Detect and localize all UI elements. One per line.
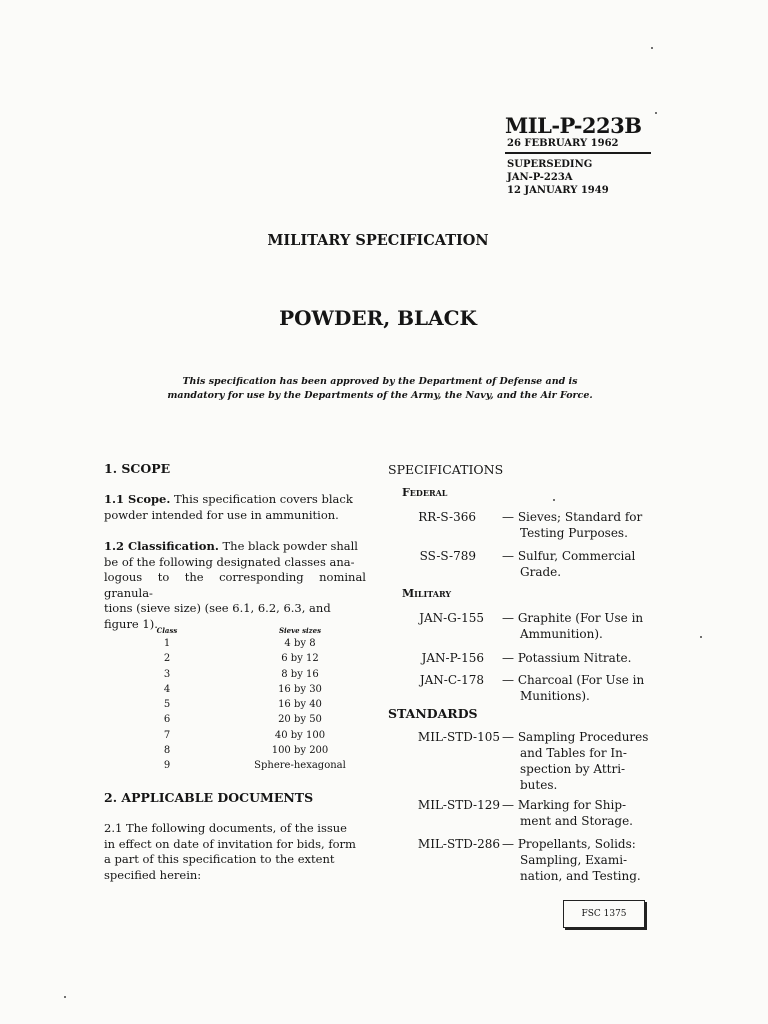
reference-title: — Graphite (For Use in [502, 611, 644, 625]
header-rule [505, 152, 651, 154]
scope-paragraph [104, 492, 366, 523]
classification-text: tions (sieve size) (see 6.1, 6.2, 6.3, and [104, 601, 331, 615]
reference-title: Ammunition). [520, 627, 603, 641]
classification-text: figure 1). [104, 616, 158, 631]
reference-title: — Charcoal (For Use in [502, 673, 645, 687]
reference-title: — Propellants, Solids: [502, 837, 636, 851]
classification-text: be of the following designated classes ana- [104, 554, 355, 569]
reference-title: — Sampling Procedures [502, 730, 649, 744]
scan-speck [553, 499, 555, 501]
standards-heading: STANDARDS [388, 706, 478, 721]
military-label: Military [402, 587, 452, 600]
scan-speck [700, 636, 702, 638]
reference-id: MIL-STD-129 [417, 798, 500, 812]
table-row [0, 728, 380, 743]
approval-statement [160, 375, 600, 403]
sieve-value: 100 by 200 [271, 745, 329, 757]
class-value: 9 [163, 760, 171, 772]
table-row [0, 712, 380, 727]
reference-title: — Marking for Ship- [502, 798, 627, 812]
scope-text: powder intended for use in ammunition. [104, 507, 339, 522]
table-row [0, 682, 380, 697]
applicable-text: a part of this specification to the extent [104, 852, 335, 866]
scope-lead: 1.1 Scope. [104, 492, 171, 506]
classification-paragraph [104, 539, 366, 632]
classification-lead: 1.2 Classification. [104, 539, 219, 553]
sieve-value: 16 by 30 [278, 683, 322, 695]
reference-id: SS-S-789 [419, 549, 476, 563]
scan-speck [655, 112, 657, 114]
table-row [0, 651, 380, 666]
scope-text: This specification covers black [170, 492, 353, 506]
scan-speck [651, 47, 653, 49]
table-row [0, 743, 380, 758]
approval-line: This specification has been approved by the Department of Defense and is [182, 376, 578, 387]
sieve-value: 16 by 40 [278, 699, 322, 711]
classification-text: logous to the corresponding nominal granula- [104, 570, 366, 600]
scan-speck [64, 996, 66, 998]
class-value: 2 [163, 653, 171, 665]
table-row [0, 758, 380, 773]
specifications-heading: SPECIFICATIONS [388, 462, 504, 477]
class-column-header: Class [156, 626, 178, 635]
sieve-value: 8 by 16 [281, 668, 319, 680]
sieve-value: Sphere-hexagonal [254, 760, 346, 772]
specification-type: MILITARY SPECIFICATION [267, 232, 489, 249]
reference-id: MIL-STD-286 [417, 837, 500, 851]
class-value: 3 [163, 668, 171, 680]
applicable-text: in effect on date of invitation for bids, form [104, 836, 356, 851]
reference-title: ment and Storage. [520, 814, 633, 828]
reference-title: — Potassium Nitrate. [502, 651, 632, 665]
approval-line: mandatory for use by the Departments of the Army, the Navy, and the Air Force. [167, 390, 593, 401]
class-value: 8 [163, 745, 171, 757]
reference-id: RR-S-366 [418, 510, 476, 524]
document-date: 26 FEBRUARY 1962 [507, 138, 619, 149]
reference-title: — Sieves; Standard for [502, 510, 643, 524]
reference-id: JAN-P-156 [421, 651, 484, 665]
sieve-value: 6 by 12 [281, 653, 319, 665]
reference-title: spection by Attri- [520, 762, 626, 776]
sieve-value: 20 by 50 [278, 714, 322, 726]
reference-title: Grade. [520, 565, 562, 579]
class-value: 5 [163, 699, 171, 711]
superseding-label: SUPERSEDING [507, 159, 593, 170]
class-value: 1 [163, 638, 171, 649]
applicable-documents-heading: 2. APPLICABLE DOCUMENTS [104, 790, 314, 805]
document-number: MIL-P-223B [505, 113, 642, 138]
class-table [0, 636, 380, 774]
superseded-date: 12 JANUARY 1949 [507, 185, 609, 196]
applicable-documents-paragraph [104, 821, 366, 883]
class-value: 4 [163, 683, 171, 695]
page-title: POWDER, BLACK [279, 306, 477, 330]
sieve-column-header: Sieve sizes [278, 626, 322, 635]
reference-title: butes. [520, 778, 558, 792]
applicable-text: specified herein: [104, 867, 202, 882]
superseded-document: JAN-P-223A [507, 172, 573, 183]
fsc-box: FSC 1375 [563, 900, 645, 928]
reference-title: Sampling, Exami- [520, 853, 628, 867]
scope-heading: 1. SCOPE [104, 461, 171, 476]
reference-title: and Tables for In- [520, 746, 627, 760]
reference-title: — Sulfur, Commercial [502, 549, 636, 563]
reference-title: Testing Purposes. [520, 526, 628, 540]
class-value: 7 [163, 729, 171, 741]
reference-id: JAN-C-178 [419, 673, 484, 687]
applicable-text: 2.1 The following documents, of the issue [104, 821, 347, 835]
table-row [0, 697, 380, 712]
sieve-value: 40 by 100 [274, 729, 326, 741]
class-value: 6 [163, 714, 171, 726]
reference-id: MIL-STD-105 [417, 730, 500, 744]
classification-text: The black powder shall [218, 539, 358, 553]
reference-id: JAN-G-155 [419, 611, 484, 625]
reference-title: nation, and Testing. [520, 869, 641, 883]
table-row [0, 667, 380, 682]
reference-title: Munitions). [520, 689, 590, 703]
federal-label: Federal [402, 486, 448, 499]
table-row [0, 636, 380, 651]
sieve-value: 4 by 8 [284, 638, 316, 649]
